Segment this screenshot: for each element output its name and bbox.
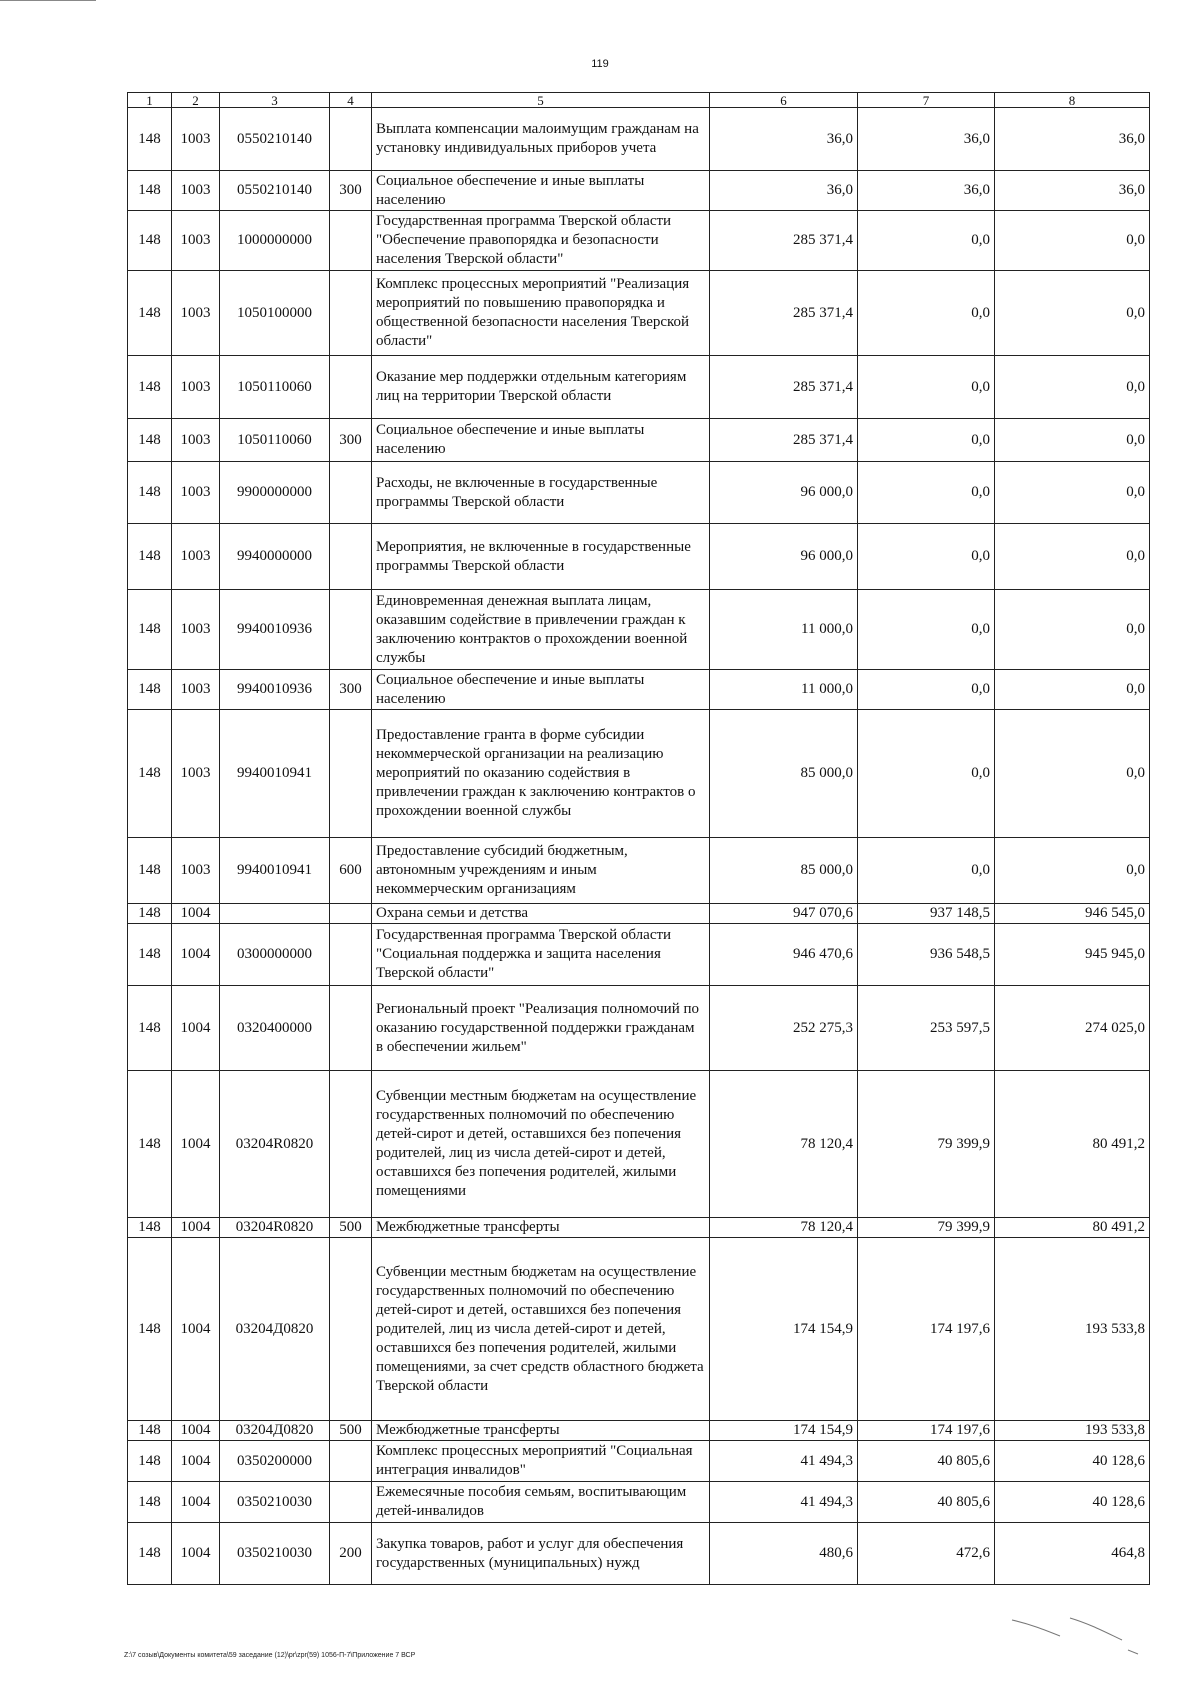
cell-value-3: 945 945,0 <box>995 924 1150 986</box>
table-row <box>128 1218 1150 1238</box>
cell-value-1: 85 000,0 <box>710 710 858 838</box>
cell-description: Социальное обеспечение и иные выплаты населению <box>372 419 710 462</box>
table-row <box>128 271 1150 356</box>
cell-value-1: 174 154,9 <box>710 1421 858 1441</box>
cell-description: Оказание мер поддержки отдельным категориям лиц на территории Тверской области <box>372 356 710 419</box>
cell-target: 0350210030 <box>220 1482 330 1523</box>
cell-value-2: 36,0 <box>858 108 995 171</box>
cell-value-1: 285 371,4 <box>710 271 858 356</box>
table-row <box>128 590 1150 670</box>
cell-ministry: 148 <box>128 211 172 271</box>
cell-ministry: 148 <box>128 924 172 986</box>
footer-file-path: Z:\7 созыв\Документы комитета\59 заседание (12)\pr\zpr(59) 1056-П-7\Приложение 7 ВСР <box>124 1652 416 1659</box>
cell-value-3: 0,0 <box>995 419 1150 462</box>
cell-section: 1003 <box>172 271 220 356</box>
cell-expense-type: 200 <box>330 1523 372 1585</box>
cell-description: Выплата компенсации малоимущим гражданам на установку индивидуальных приборов учета <box>372 108 710 171</box>
cell-section: 1004 <box>172 1071 220 1218</box>
cell-description: Социальное обеспечение и иные выплаты населению <box>372 171 710 211</box>
cell-description: Субвенции местным бюджетам на осуществление государственных полномочий по обеспечению детей-сирот и детей, оставшихся без попечения родителей, лиц из числа детей-сирот и детей, оставшихся без попечения родителей, жилыми помещениями, за счет средств областного бюджета Тверской области <box>372 1238 710 1421</box>
table-row <box>128 986 1150 1071</box>
table-row <box>128 171 1150 211</box>
cell-value-1: 946 470,6 <box>710 924 858 986</box>
cell-target: 1050110060 <box>220 356 330 419</box>
cell-value-3: 193 533,8 <box>995 1421 1150 1441</box>
cell-ministry: 148 <box>128 271 172 356</box>
cell-value-2: 36,0 <box>858 171 995 211</box>
table-row <box>128 108 1150 171</box>
table-row <box>128 1238 1150 1421</box>
cell-value-3: 36,0 <box>995 108 1150 171</box>
cell-description: Региональный проект "Реализация полномочий по оказанию государственной поддержки гражданам в обеспечении жильем" <box>372 986 710 1071</box>
cell-description: Расходы, не включенные в государственные программы Тверской области <box>372 462 710 524</box>
cell-value-3: 40 128,6 <box>995 1441 1150 1482</box>
header-col-6: 6 <box>710 93 858 108</box>
cell-section: 1004 <box>172 1238 220 1421</box>
cell-expense-type: 300 <box>330 171 372 211</box>
cell-value-2: 79 399,9 <box>858 1218 995 1238</box>
cell-value-1: 36,0 <box>710 171 858 211</box>
table-row <box>128 1523 1150 1585</box>
cell-ministry: 148 <box>128 1238 172 1421</box>
cell-target: 0350200000 <box>220 1441 330 1482</box>
cell-value-3: 40 128,6 <box>995 1482 1150 1523</box>
cell-target: 9900000000 <box>220 462 330 524</box>
cell-section: 1004 <box>172 1523 220 1585</box>
cell-value-2: 0,0 <box>858 356 995 419</box>
cell-expense-type: 500 <box>330 1421 372 1441</box>
cell-value-2: 0,0 <box>858 524 995 590</box>
cell-description: Комплекс процессных мероприятий "Реализация мероприятий по повышению правопорядка и общественной безопасности населения Тверской области" <box>372 271 710 356</box>
cell-description: Субвенции местным бюджетам на осуществление государственных полномочий по обеспечению детей-сирот и детей, оставшихся без попечения родителей, лиц из числа детей-сирот и детей, оставшихся без попечения родителей, жилыми помещениями <box>372 1071 710 1218</box>
cell-value-2: 936 548,5 <box>858 924 995 986</box>
cell-ministry: 148 <box>128 356 172 419</box>
cell-ministry: 148 <box>128 590 172 670</box>
cell-target: 9940010936 <box>220 590 330 670</box>
cell-section: 1003 <box>172 590 220 670</box>
cell-value-1: 480,6 <box>710 1523 858 1585</box>
cell-description: Охрана семьи и детства <box>372 904 710 924</box>
cell-description: Комплекс процессных мероприятий "Социальная интеграция инвалидов" <box>372 1441 710 1482</box>
cell-target: 0300000000 <box>220 924 330 986</box>
cell-expense-type <box>330 1482 372 1523</box>
table-row <box>128 904 1150 924</box>
cell-value-1: 78 120,4 <box>710 1218 858 1238</box>
signature-scribble <box>1010 1610 1150 1660</box>
cell-target: 0550210140 <box>220 108 330 171</box>
cell-ministry: 148 <box>128 524 172 590</box>
cell-value-1: 36,0 <box>710 108 858 171</box>
cell-target <box>220 904 330 924</box>
cell-description: Межбюджетные трансферты <box>372 1421 710 1441</box>
cell-description: Ежемесячные пособия семьям, воспитывающим детей-инвалидов <box>372 1482 710 1523</box>
header-row <box>128 93 1150 108</box>
cell-section: 1003 <box>172 838 220 904</box>
cell-target: 03204Д0820 <box>220 1421 330 1441</box>
cell-ministry: 148 <box>128 1441 172 1482</box>
table-row <box>128 211 1150 271</box>
cell-ministry: 148 <box>128 838 172 904</box>
cell-ministry: 148 <box>128 1482 172 1523</box>
page-number: 119 <box>591 58 609 70</box>
cell-ministry: 148 <box>128 904 172 924</box>
table-row <box>128 838 1150 904</box>
cell-ministry: 148 <box>128 1523 172 1585</box>
cell-value-3: 0,0 <box>995 838 1150 904</box>
cell-value-2: 937 148,5 <box>858 904 995 924</box>
cell-expense-type <box>330 710 372 838</box>
cell-section: 1004 <box>172 904 220 924</box>
cell-value-3: 0,0 <box>995 462 1150 524</box>
cell-section: 1003 <box>172 356 220 419</box>
cell-value-3: 0,0 <box>995 590 1150 670</box>
cell-value-2: 0,0 <box>858 838 995 904</box>
cell-value-3: 80 491,2 <box>995 1218 1150 1238</box>
cell-value-1: 285 371,4 <box>710 356 858 419</box>
cell-expense-type <box>330 356 372 419</box>
cell-ministry: 148 <box>128 710 172 838</box>
cell-section: 1003 <box>172 670 220 710</box>
cell-expense-type <box>330 1441 372 1482</box>
cell-expense-type <box>330 924 372 986</box>
cell-target: 03204R0820 <box>220 1071 330 1218</box>
cell-expense-type <box>330 904 372 924</box>
cell-value-2: 174 197,6 <box>858 1421 995 1441</box>
header-col-3: 3 <box>220 93 330 108</box>
table-row <box>128 924 1150 986</box>
cell-description: Единовременная денежная выплата лицам, оказавшим содействие в привлечении граждан к заключению контрактов о прохождении военной службы <box>372 590 710 670</box>
cell-value-1: 174 154,9 <box>710 1238 858 1421</box>
table-row <box>128 462 1150 524</box>
cell-ministry: 148 <box>128 1071 172 1218</box>
cell-value-3: 0,0 <box>995 356 1150 419</box>
cell-section: 1003 <box>172 524 220 590</box>
cell-description: Закупка товаров, работ и услуг для обеспечения государственных (муниципальных) нужд <box>372 1523 710 1585</box>
table-row <box>128 1482 1150 1523</box>
cell-description: Межбюджетные трансферты <box>372 1218 710 1238</box>
cell-target: 1000000000 <box>220 211 330 271</box>
cell-section: 1003 <box>172 710 220 838</box>
cell-ministry: 148 <box>128 108 172 171</box>
cell-description: Государственная программа Тверской области "Обеспечение правопорядка и безопасности населения Тверской области" <box>372 211 710 271</box>
cell-ministry: 148 <box>128 986 172 1071</box>
cell-section: 1004 <box>172 986 220 1071</box>
header-col-2: 2 <box>172 93 220 108</box>
cell-value-1: 11 000,0 <box>710 590 858 670</box>
cell-ministry: 148 <box>128 419 172 462</box>
cell-expense-type <box>330 108 372 171</box>
header-col-8: 8 <box>995 93 1150 108</box>
cell-section: 1004 <box>172 924 220 986</box>
cell-description: Предоставление субсидий бюджетным, автономным учреждениям и иным некоммерческим организациям <box>372 838 710 904</box>
cell-value-2: 0,0 <box>858 462 995 524</box>
cell-value-2: 0,0 <box>858 710 995 838</box>
table-row <box>128 1421 1150 1441</box>
cell-section: 1003 <box>172 211 220 271</box>
cell-section: 1003 <box>172 171 220 211</box>
cell-section: 1003 <box>172 462 220 524</box>
cell-description: Предоставление гранта в форме субсидии некоммерческой организации на реализацию мероприятий по оказанию содействия в привлечении граждан к заключению контрактов о прохождении военной службы <box>372 710 710 838</box>
cell-value-1: 96 000,0 <box>710 524 858 590</box>
cell-expense-type <box>330 590 372 670</box>
cell-value-1: 85 000,0 <box>710 838 858 904</box>
header-col-7: 7 <box>858 93 995 108</box>
cell-ministry: 148 <box>128 462 172 524</box>
cell-target: 1050110060 <box>220 419 330 462</box>
cell-value-2: 0,0 <box>858 419 995 462</box>
cell-value-3: 274 025,0 <box>995 986 1150 1071</box>
cell-value-3: 0,0 <box>995 524 1150 590</box>
cell-value-1: 41 494,3 <box>710 1482 858 1523</box>
cell-section: 1004 <box>172 1482 220 1523</box>
table-row <box>128 356 1150 419</box>
header-col-4: 4 <box>330 93 372 108</box>
cell-value-3: 464,8 <box>995 1523 1150 1585</box>
table-row <box>128 524 1150 590</box>
cell-description: Мероприятия, не включенные в государственные программы Тверской области <box>372 524 710 590</box>
cell-value-2: 0,0 <box>858 211 995 271</box>
budget-table <box>127 92 1150 1585</box>
cell-expense-type <box>330 1071 372 1218</box>
table-row <box>128 670 1150 710</box>
cell-value-1: 78 120,4 <box>710 1071 858 1218</box>
cell-value-2: 40 805,6 <box>858 1482 995 1523</box>
cell-section: 1004 <box>172 1218 220 1238</box>
cell-value-2: 40 805,6 <box>858 1441 995 1482</box>
cell-value-1: 96 000,0 <box>710 462 858 524</box>
cell-value-1: 41 494,3 <box>710 1441 858 1482</box>
cell-expense-type <box>330 211 372 271</box>
table-row <box>128 1441 1150 1482</box>
cell-target: 03204R0820 <box>220 1218 330 1238</box>
cell-value-2: 174 197,6 <box>858 1238 995 1421</box>
cell-expense-type <box>330 271 372 356</box>
cell-section: 1004 <box>172 1441 220 1482</box>
cell-expense-type: 600 <box>330 838 372 904</box>
cell-value-3: 0,0 <box>995 710 1150 838</box>
cell-value-2: 79 399,9 <box>858 1071 995 1218</box>
cell-value-2: 0,0 <box>858 670 995 710</box>
cell-value-1: 252 275,3 <box>710 986 858 1071</box>
cell-target: 0320400000 <box>220 986 330 1071</box>
cell-target: 0550210140 <box>220 171 330 211</box>
cell-value-2: 253 597,5 <box>858 986 995 1071</box>
header-col-5: 5 <box>372 93 710 108</box>
table-row <box>128 710 1150 838</box>
cell-ministry: 148 <box>128 670 172 710</box>
cell-ministry: 148 <box>128 171 172 211</box>
cell-ministry: 148 <box>128 1421 172 1441</box>
cell-value-1: 285 371,4 <box>710 419 858 462</box>
cell-value-3: 0,0 <box>995 271 1150 356</box>
cell-description: Социальное обеспечение и иные выплаты населению <box>372 670 710 710</box>
cell-value-3: 0,0 <box>995 211 1150 271</box>
cell-target: 9940010941 <box>220 710 330 838</box>
scan-edge-line <box>0 0 96 1</box>
cell-section: 1004 <box>172 1421 220 1441</box>
cell-expense-type <box>330 1238 372 1421</box>
cell-expense-type <box>330 524 372 590</box>
cell-value-1: 11 000,0 <box>710 670 858 710</box>
cell-expense-type: 300 <box>330 670 372 710</box>
cell-target: 9940010936 <box>220 670 330 710</box>
cell-expense-type <box>330 986 372 1071</box>
cell-target: 0350210030 <box>220 1523 330 1585</box>
cell-value-3: 193 533,8 <box>995 1238 1150 1421</box>
cell-section: 1003 <box>172 419 220 462</box>
table-row <box>128 1071 1150 1218</box>
cell-value-3: 946 545,0 <box>995 904 1150 924</box>
cell-value-3: 36,0 <box>995 171 1150 211</box>
cell-value-2: 0,0 <box>858 590 995 670</box>
cell-target: 03204Д0820 <box>220 1238 330 1421</box>
cell-expense-type: 300 <box>330 419 372 462</box>
cell-value-1: 947 070,6 <box>710 904 858 924</box>
cell-target: 9940000000 <box>220 524 330 590</box>
cell-target: 1050100000 <box>220 271 330 356</box>
cell-expense-type: 500 <box>330 1218 372 1238</box>
cell-value-2: 472,6 <box>858 1523 995 1585</box>
table-row <box>128 419 1150 462</box>
cell-section: 1003 <box>172 108 220 171</box>
cell-value-3: 0,0 <box>995 670 1150 710</box>
header-col-1: 1 <box>128 93 172 108</box>
cell-value-2: 0,0 <box>858 271 995 356</box>
cell-value-3: 80 491,2 <box>995 1071 1150 1218</box>
cell-target: 9940010941 <box>220 838 330 904</box>
cell-expense-type <box>330 462 372 524</box>
cell-description: Государственная программа Тверской области "Социальная поддержка и защита населения Тверской области" <box>372 924 710 986</box>
cell-ministry: 148 <box>128 1218 172 1238</box>
cell-value-1: 285 371,4 <box>710 211 858 271</box>
